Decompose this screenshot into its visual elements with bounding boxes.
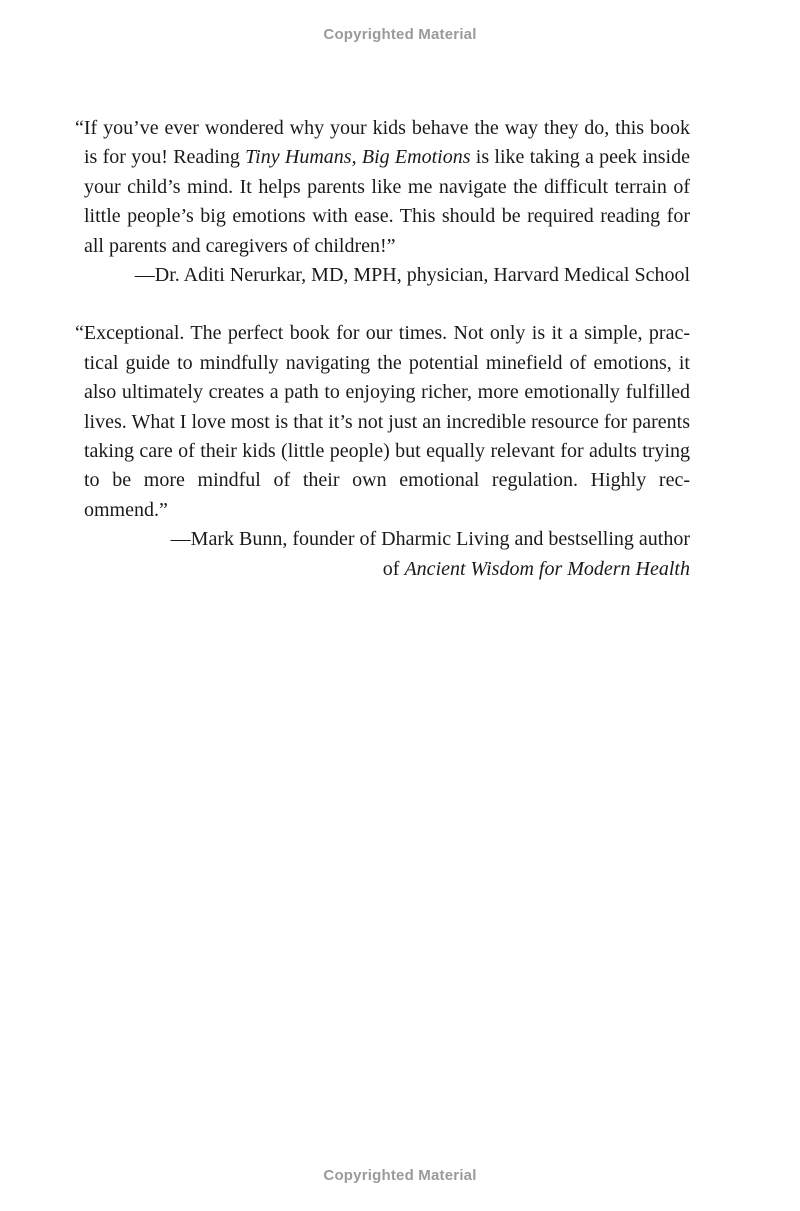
endorsement-2 — [75, 319, 690, 584]
quote-text: “If you’ve ever wondered why your kids behave the way they do, this book is for you! Reading — [75, 117, 690, 169]
endorsement-quote — [75, 114, 690, 261]
endorsement-1 — [75, 114, 690, 290]
quote-text: is like taking a peek inside your child’s mind. It helps parents like me navigate the difficult terrain of little people’s big emotions with ease. This should be required reading for all parents and caregivers of children!” — [84, 146, 690, 257]
endorsements — [75, 114, 690, 584]
attribution-line: —Mark Bunn, founder of Dharmic Living and bestselling author — [170, 528, 690, 551]
copyright-watermark-bottom: Copyrighted Material — [323, 1167, 477, 1184]
endorsement-attribution: —Dr. Aditi Nerurkar, MD, MPH, physician, Harvard Medical School — [134, 264, 690, 287]
book-title: Ancient Wisdom for Modern Health — [404, 557, 690, 580]
attribution-prefix: of — [382, 557, 405, 580]
endorsement-quote: “Exceptional. The perfect book for our times. Not only is it a simple, practical guide to mindfully navigating the potential minefield of emotions, it also ultimately creates a path to enjoying richer, more emotionally fulfilled lives. What I love most is that it’s not just an incredible resource for parents taking care of their kids (little people) but equally relevant for adults trying to be more mindful of their own emotional regulation. Highly recommend.” — [75, 322, 690, 521]
attribution-line — [75, 555, 690, 584]
book-title: Tiny Humans, Big Emotions — [245, 146, 471, 169]
copyright-watermark-top: Copyrighted Material — [323, 26, 477, 43]
endorsement-attribution — [75, 525, 690, 584]
